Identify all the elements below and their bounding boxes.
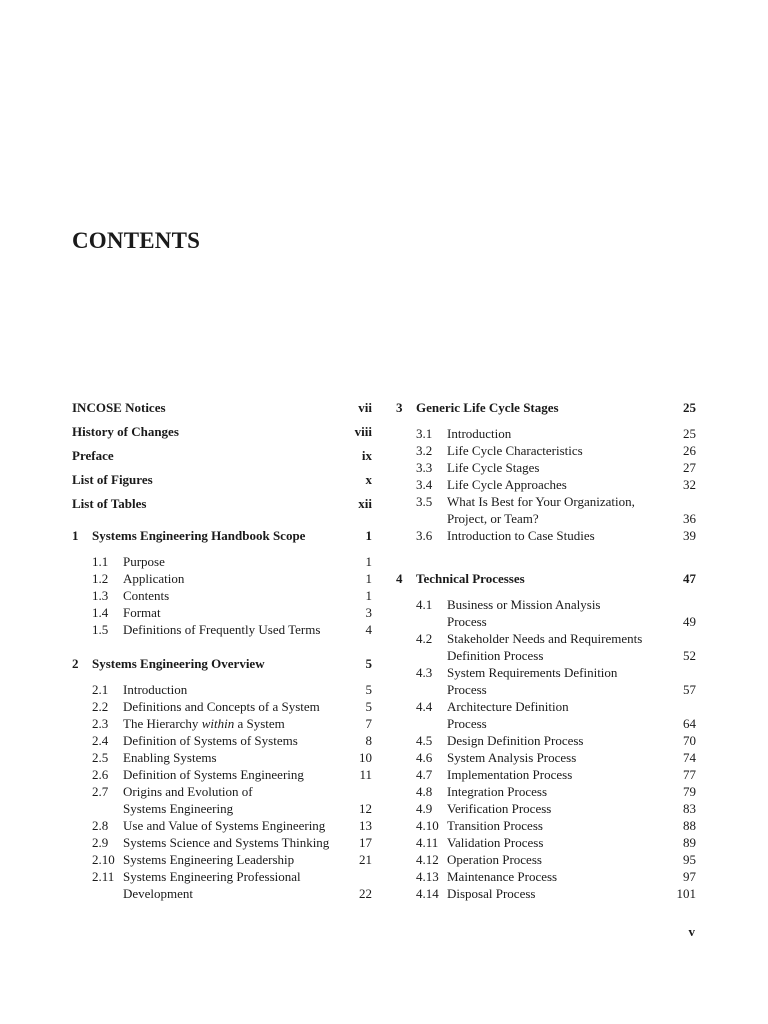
toc-page-number: ix	[361, 448, 372, 463]
toc-entry-title: Systems Engineering	[123, 801, 234, 816]
toc-page-number: 47	[683, 571, 696, 586]
toc-entry-title: Systems Engineering Professional	[123, 869, 301, 884]
toc-page-number: 39	[683, 528, 696, 543]
toc-entry-number: 4	[396, 571, 403, 586]
toc-entry-number: 4.2	[416, 631, 433, 646]
toc-entry-number: 3.6	[416, 528, 433, 543]
toc-page-number: 101	[676, 886, 696, 901]
toc-page-number: vii	[358, 400, 372, 415]
toc-entry-continuation	[0, 647, 768, 664]
toc-entry-title: Preface	[72, 448, 114, 463]
toc-entry-title: Technical Processes	[416, 571, 525, 586]
toc-page-number: 97	[683, 869, 696, 884]
toc-entry-continuation	[0, 681, 768, 698]
toc-entry-continuation	[0, 510, 768, 527]
toc-entry-title: Definition of Systems of Systems	[123, 733, 298, 748]
toc-entry-number: 1.1	[92, 554, 109, 569]
toc-entry-number: 3.4	[416, 477, 433, 492]
toc-entry-title: Application	[123, 571, 185, 586]
toc-page-number: 1	[365, 528, 372, 543]
toc-entry-title: Architecture Definition	[447, 699, 569, 714]
toc-entry-number: 4.7	[416, 767, 433, 782]
toc-page-number: 52	[683, 648, 696, 663]
toc-page-number: 25	[683, 400, 696, 415]
toc-entry-number: 1	[72, 528, 79, 543]
toc-entry-title: Systems Engineering Leadership	[123, 852, 295, 867]
toc-section-entry	[0, 442, 768, 459]
toc-page-number: 22	[359, 886, 372, 901]
toc-entry-title: Systems Engineering Handbook Scope	[92, 528, 306, 543]
toc-entry-number: 1.5	[92, 622, 109, 637]
toc-entry-number: 4.13	[416, 869, 439, 884]
toc-entry-number: 2	[72, 656, 79, 671]
toc-page-number: 1	[365, 588, 372, 603]
toc-section-entry	[0, 527, 768, 544]
toc-entry-number: 3.5	[416, 494, 433, 509]
toc-entry-title-emphasis: within	[201, 716, 235, 731]
toc-entry-title: Implementation Process	[447, 767, 573, 782]
toc-entry-title: Life Cycle Characteristics	[447, 443, 583, 458]
toc-entry-title: Use and Value of Systems Engineering	[123, 818, 326, 833]
toc-page-number: 1	[365, 554, 372, 569]
toc-section-entry	[0, 868, 768, 885]
toc-page-number: 79	[683, 784, 696, 799]
toc-entry-number: 4.5	[416, 733, 433, 748]
toc-page-number: 70	[683, 733, 696, 748]
toc-entry-number: 2.3	[92, 716, 109, 731]
toc-section-entry	[0, 834, 768, 851]
toc-entry-number: 3.1	[416, 426, 433, 441]
toc-page-number: 57	[683, 682, 696, 697]
toc-section-entry	[0, 885, 768, 902]
toc-entry-number: 4.14	[416, 886, 439, 901]
toc-page-number: xii	[358, 496, 372, 511]
toc-entry-title: History of Changes	[72, 424, 179, 439]
toc-page-number: 12	[359, 801, 372, 816]
toc-entry-title: Definitions and Concepts of a System	[123, 699, 320, 714]
toc-entry-title-part: The Hierarchy	[123, 716, 202, 731]
toc-entry-number: 4.9	[416, 801, 433, 816]
toc-page-number: 88	[683, 818, 696, 833]
toc-entry-title: Origins and Evolution of	[123, 784, 253, 799]
toc-entry-number: 4.10	[416, 818, 439, 833]
toc-entry-title: Transition Process	[447, 818, 543, 833]
toc-page-number: 89	[683, 835, 696, 850]
toc-entry-title: Systems Engineering Overview	[92, 656, 265, 671]
toc-entry-title: Design Definition Process	[447, 733, 584, 748]
toc-page-number: 7	[365, 716, 372, 731]
toc-section-entry	[0, 817, 768, 834]
toc-page-number: x	[365, 472, 372, 487]
toc-entry-title: Operation Process	[447, 852, 542, 867]
toc-page-number: 10	[359, 750, 372, 765]
toc-entry-number: 1.3	[92, 588, 109, 603]
toc-entry-number: 4.4	[416, 699, 433, 714]
toc-entry-number: 2.1	[92, 682, 109, 697]
toc-entry-title: System Requirements Definition	[447, 665, 618, 680]
toc-entry-continuation	[0, 613, 768, 630]
toc-page-number: 83	[683, 801, 696, 816]
toc-entry-number: 1.4	[92, 605, 109, 620]
toc-page-number: viii	[354, 424, 372, 439]
toc-entry-number: 3.3	[416, 460, 433, 475]
toc-section-entry	[0, 459, 768, 476]
toc-entry-title: List of Tables	[72, 496, 147, 511]
toc-entry-number: 2.2	[92, 699, 109, 714]
toc-entry-title: Definition Process	[447, 648, 544, 663]
toc-page-number: 4	[365, 622, 372, 637]
toc-page-number: 25	[683, 426, 696, 441]
toc-section-entry	[0, 800, 768, 817]
page-title: CONTENTS	[72, 228, 201, 253]
toc-entry-title: Systems Science and Systems Thinking	[123, 835, 330, 850]
toc-entry-title: Introduction to Case Studies	[447, 528, 595, 543]
toc-entry-title: Introduction	[447, 426, 512, 441]
toc-entry-number: 4.6	[416, 750, 433, 765]
toc-section-entry	[0, 851, 768, 868]
toc-entry-title: Verification Process	[447, 801, 552, 816]
toc-section-entry	[0, 425, 768, 442]
toc-entry-title: Disposal Process	[447, 886, 536, 901]
toc-entry-title: Purpose	[123, 554, 165, 569]
page-number: v	[688, 924, 695, 939]
toc-entry-title: Generic Life Cycle Stages	[416, 400, 559, 415]
toc-entry-title: Integration Process	[447, 784, 548, 799]
toc-entry-number: 3.2	[416, 443, 433, 458]
toc-page-number: 21	[359, 852, 372, 867]
toc-entry-number: 4.11	[416, 835, 439, 850]
toc-section-entry	[0, 732, 768, 749]
toc-page-number: 1	[365, 571, 372, 586]
toc-entry-title: What Is Best for Your Organization,	[447, 494, 635, 509]
toc-page-number: 3	[365, 605, 372, 620]
toc-section-entry	[0, 493, 768, 510]
toc-entry-number: 2.7	[92, 784, 109, 799]
toc-page-number: 77	[683, 767, 696, 782]
toc-entry-title: Validation Process	[447, 835, 544, 850]
toc-section-entry	[0, 783, 768, 800]
toc-entry-number: 2.6	[92, 767, 109, 782]
toc-entry-number: 2.8	[92, 818, 109, 833]
toc-entry-title: Definition of Systems Engineering	[123, 767, 304, 782]
toc-page-number: 5	[365, 682, 372, 697]
toc-entry-number: 4.12	[416, 852, 439, 867]
toc-entry-continuation	[0, 715, 768, 732]
toc-entry-title: Stakeholder Needs and Requirements	[447, 631, 643, 646]
toc-page-number: 74	[683, 750, 696, 765]
toc-chapter-entry	[0, 399, 768, 416]
toc-entry-title: Introduction	[123, 682, 188, 697]
toc-section-entry	[0, 766, 768, 783]
toc-page-number: 5	[365, 699, 372, 714]
toc-entry-title: Contents	[123, 588, 170, 603]
toc-page-number: 32	[683, 477, 696, 492]
toc-entry-title: List of Figures	[72, 472, 153, 487]
toc-entry-title: Process	[447, 614, 487, 629]
toc-page-number: 17	[359, 835, 372, 850]
toc-entry-number: 4.1	[416, 597, 433, 612]
toc-entry-number: 2.10	[92, 852, 115, 867]
toc-entry-title-part: a System	[234, 716, 285, 731]
toc-page-number: 11	[359, 767, 372, 782]
toc-page-number: 95	[683, 852, 696, 867]
toc-page-number: 13	[359, 818, 372, 833]
toc-page-number: 26	[683, 443, 696, 458]
toc-page-number: 49	[683, 614, 696, 629]
toc-entry-title: System Analysis Process	[447, 750, 577, 765]
toc-entry-title: Maintenance Process	[447, 869, 558, 884]
toc-entry-number: 1.2	[92, 571, 109, 586]
toc-entry-title: Life Cycle Stages	[447, 460, 540, 475]
toc-entry-title: Business or Mission Analysis	[447, 597, 601, 612]
toc-entry-title: Project, or Team?	[447, 511, 539, 526]
toc-entry-title: Definitions of Frequently Used Terms	[123, 622, 321, 637]
toc-section-entry	[0, 476, 768, 493]
toc-page-number: 5	[365, 656, 372, 671]
toc-entry-title: Process	[447, 682, 487, 697]
toc-entry-title: Process	[447, 716, 487, 731]
toc-chapter-entry	[0, 570, 768, 587]
toc-entry-title: Development	[123, 886, 194, 901]
toc-section-entry	[0, 698, 768, 715]
toc-section-entry	[0, 664, 768, 681]
toc-page-number: 36	[683, 511, 696, 526]
toc-entry-number: 2.11	[92, 869, 115, 884]
toc-section-entry	[0, 630, 768, 647]
toc-page-number: 27	[683, 460, 696, 475]
toc-entry-number: 4.8	[416, 784, 433, 799]
toc-entry-number: 2.5	[92, 750, 109, 765]
toc-section-entry	[0, 596, 768, 613]
toc-entry-number: 2.4	[92, 733, 109, 748]
toc-page-number: 64	[683, 716, 696, 731]
toc-entry-title: Enabling Systems	[123, 750, 217, 765]
toc-entry-title: Life Cycle Approaches	[447, 477, 567, 492]
toc-entry-number: 2.9	[92, 835, 109, 850]
toc-entry-number: 3	[396, 400, 403, 415]
toc-page-number: 8	[365, 733, 372, 748]
toc-entry-title: INCOSE Notices	[72, 400, 166, 415]
toc-entry-title: Format	[123, 605, 161, 620]
toc-entry-number: 4.3	[416, 665, 433, 680]
toc-section-entry	[0, 749, 768, 766]
